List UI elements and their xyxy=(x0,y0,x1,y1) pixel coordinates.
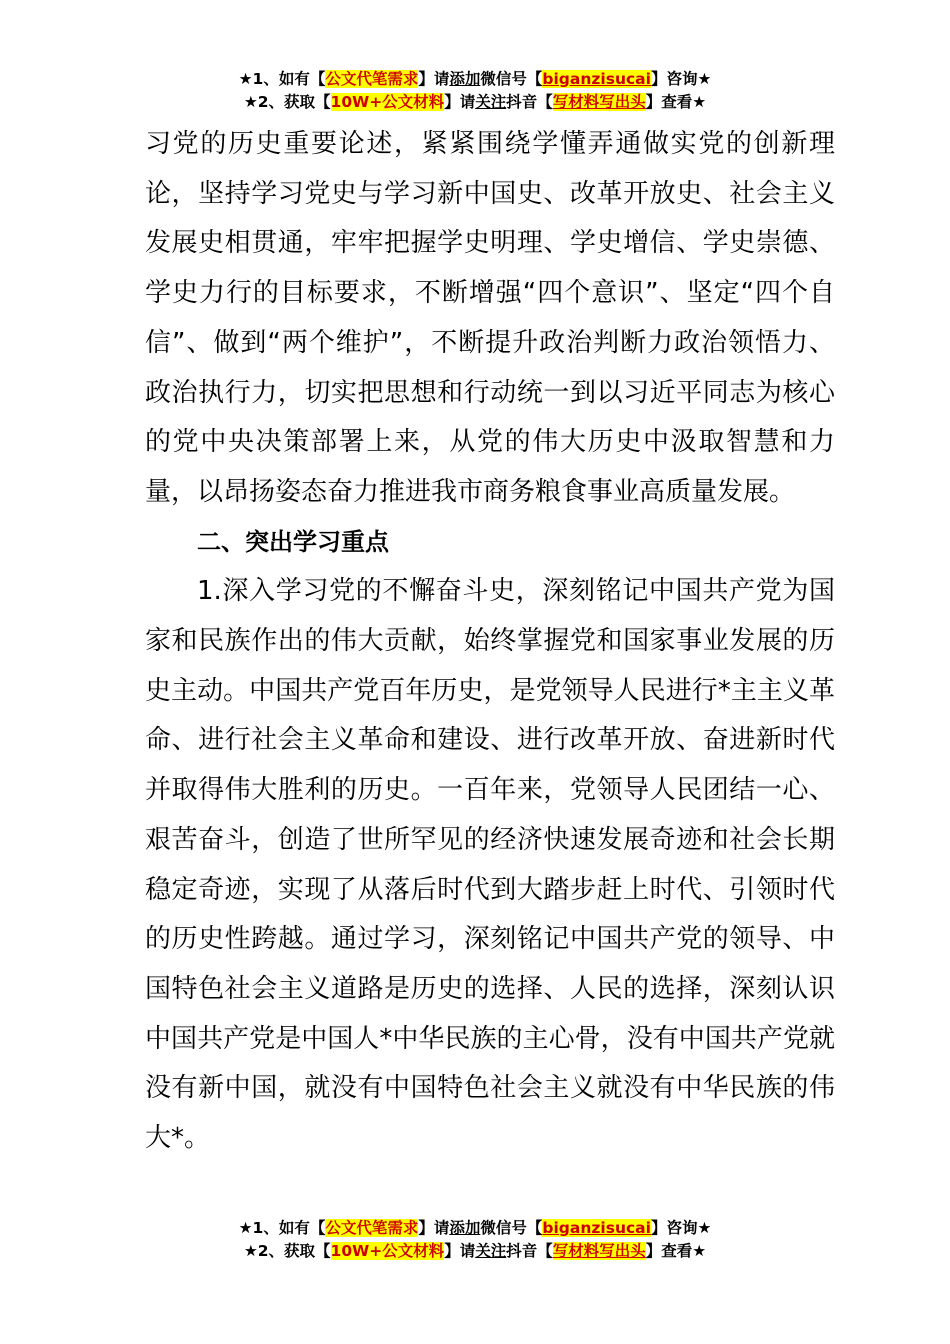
promo-text: 】查看★ xyxy=(645,1242,707,1260)
promo-text: 】请 xyxy=(418,1219,450,1237)
promo-text: ★2、获取【 xyxy=(243,1242,331,1260)
document-body xyxy=(145,120,835,1164)
promo-line-2 xyxy=(0,1240,950,1263)
promo-text: 】请 xyxy=(444,93,476,111)
promo-underlined-text: 关注 xyxy=(475,93,507,111)
promo-underlined-text: 添加 xyxy=(449,70,481,88)
promo-highlight: 10W+公文材料 xyxy=(330,93,445,111)
promo-text: 微信号【 xyxy=(480,70,543,88)
promo-highlight: 10W+公文材料 xyxy=(330,1242,445,1260)
top-promo-banner xyxy=(0,68,950,114)
promo-wechat-id: biganzisucai xyxy=(542,1219,651,1237)
promo-wechat-id: biganzisucai xyxy=(542,70,651,88)
promo-line-2 xyxy=(0,91,950,114)
promo-highlight: 公文代笔需求 xyxy=(325,70,419,88)
promo-line-1 xyxy=(0,1217,950,1240)
paragraph-study-history: 1.深入学习党的不懈奋斗史，深刻铭记中国共产党为国家和民族作出的伟大贡献，始终掌握党和国家事业发展的历史主动。中国共产党百年历史，是党领导人民进行*主主义革命、进行社会主义革命和建设、进行改革开放、奋进新时代并取得伟大胜利的历史。一百年来，党领导人民团结一心、艰苦奋斗，创造了世所罕见的经济快速发展奇迹和社会长期稳定奇迹，实现了从落后时代到大踏步赶上时代、引领时代的历史性跨越。通过学习，深刻铭记中国共产党的领导、中国特色社会主义道路是历史的选择、人民的选择，深刻认识中国共产党是中国人*中华民族的主心骨，没有中国共产党就没有新中国，就没有中国特色社会主义就没有中华民族的伟大*。 xyxy=(145,576,835,1154)
promo-text: 】请 xyxy=(444,1242,476,1260)
promo-douyin-id: 写材料写出头 xyxy=(552,1242,646,1260)
promo-text: 】咨询★ xyxy=(650,70,712,88)
paragraph-continuation: 习党的历史重要论述，紧紧围绕学懂弄通做实党的创新理论，坚持学习党史与学习新中国史、改革开放史、社会主义发展史相贯通，牢牢把握学史明理、学史增信、学史崇德、学史力行的目标要求，不断增强“四个意识”、坚定“四个自信”、做到“两个维护”，不断提升政治判断力政治领悟力、政治执行力，切实把思想和行动统一到以习近平同志为核心的党中央决策部署上来，从党的伟大历史中汲取智慧和力量，以昂扬姿态奋力推进我市商务粮食事业高质量发展。 xyxy=(145,129,835,507)
promo-text: 】查看★ xyxy=(645,93,707,111)
promo-line-1 xyxy=(0,68,950,91)
promo-text: ★2、获取【 xyxy=(243,93,331,111)
section-heading: 二、突出学习重点 xyxy=(197,527,389,556)
promo-underlined-text: 添加 xyxy=(449,1219,481,1237)
promo-underlined-text: 关注 xyxy=(475,1242,507,1260)
promo-douyin-id: 写材料写出头 xyxy=(552,93,646,111)
promo-text: 】请 xyxy=(418,70,450,88)
promo-text: 抖音【 xyxy=(506,1242,553,1260)
promo-text: 微信号【 xyxy=(480,1219,543,1237)
promo-text: ★1、如有【 xyxy=(238,1219,326,1237)
bottom-promo-banner xyxy=(0,1217,950,1263)
promo-highlight: 公文代笔需求 xyxy=(325,1219,419,1237)
promo-text: 抖音【 xyxy=(506,93,553,111)
promo-text: 】咨询★ xyxy=(650,1219,712,1237)
promo-text: ★1、如有【 xyxy=(238,70,326,88)
